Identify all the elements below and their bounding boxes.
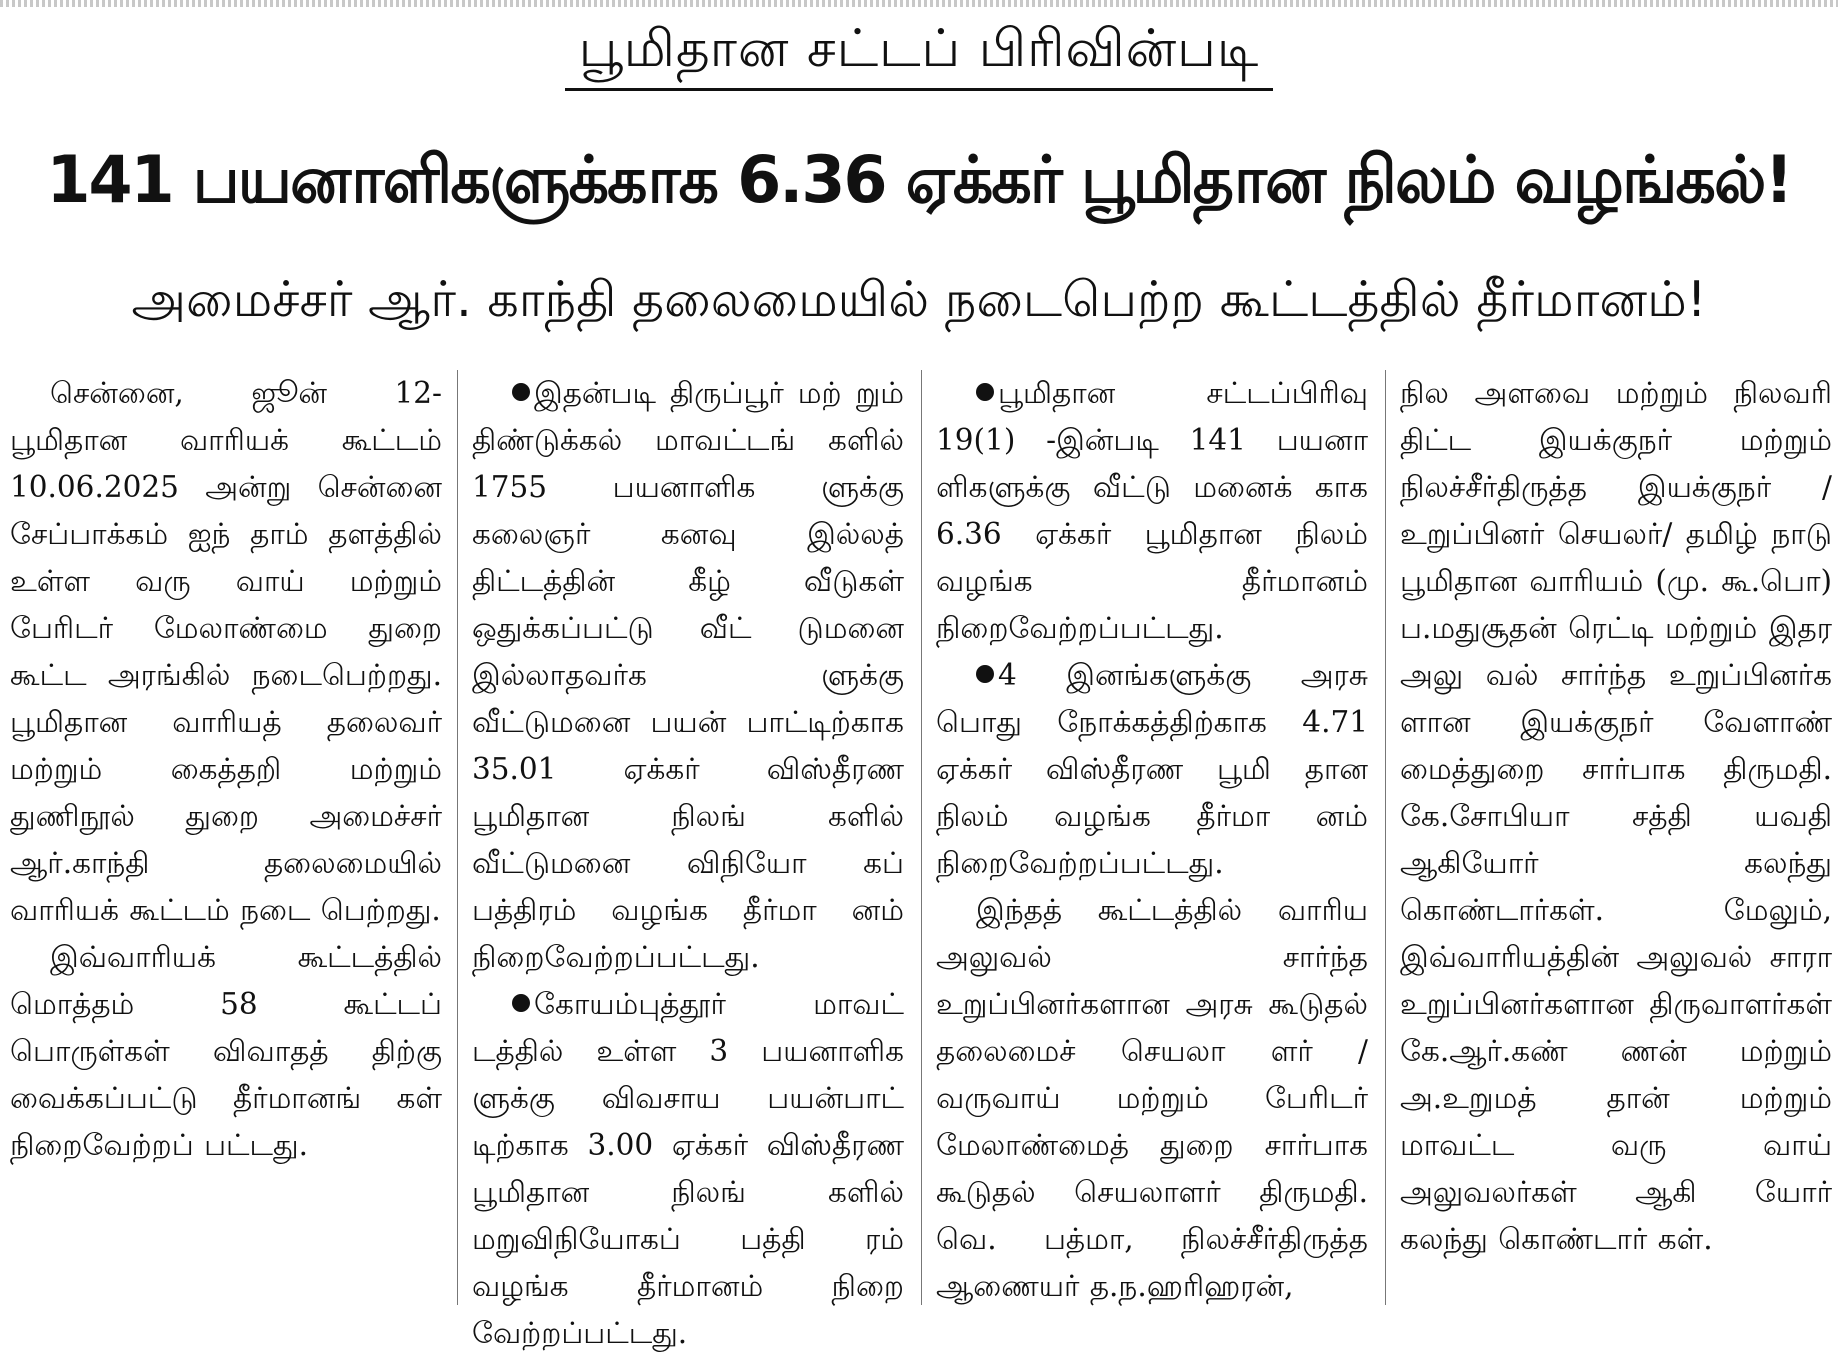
paragraph: இந்தத் கூட்டத்தில் வாரிய அலுவல் சார்ந்த உறுப்பினர்களான அரசு கூடுதல் தலைமைச் செயலா ளர் / வருவாய் மற்றும் பேரிடர் மேலாண்மைத் துறை சார்பாக கூடுதல் செயலாளர் திருமதி. வெ. பத்மா, நிலச்சீர்திருத்த ஆணையர் த.ந.ஹரிஹரன்,: [936, 893, 1368, 1303]
column-rule: [1385, 370, 1386, 1305]
column-1: [10, 370, 442, 1310]
column-2: [472, 370, 904, 1350]
paragraph: இவ்வாரியக் கூட்டத்தில் மொத்தம் 58 கூட்டப் பொருள்கள் விவாதத் திற்கு வைக்கப்பட்டு தீர்மானங் கள் நிறைவேற்றப் பட்டது.: [10, 940, 442, 1162]
bullet-icon: [976, 665, 994, 683]
headline: 141 பயனாளிகளுக்காக 6.36 ஏக்கர் பூமிதான நிலம் வழங்கல்!: [46, 142, 1792, 218]
column-rule: [457, 370, 458, 1305]
bullet-paragraph: [472, 370, 904, 981]
article-body: [10, 370, 1832, 1350]
paragraph-text: 4 இனங்களுக்கு அரசு பொது நோக்கத்திற்காக 4.71 ஏக்கர் விஸ்தீரண பூமி தான நிலம் வழங்க தீர்மா னம் நிறைவேற்றப்பட்டது.: [936, 658, 1368, 880]
bullet-icon: [976, 383, 994, 401]
bullet-icon: [512, 383, 530, 401]
bullet-paragraph: [936, 370, 1368, 652]
column-rule: [921, 370, 922, 1305]
bullet-icon: [512, 994, 530, 1012]
paragraph: நில அளவை மற்றும் நிலவரி திட்ட இயக்குநர் மற்றும் நிலச்சீர்திருத்த இயக்குநர் / உறுப்பினர் செயலர்/ தமிழ் நாடு பூமிதான வாரியம் (மு. கூ.பொ) ப.மதுசூதன் ரெட்டி மற்றும் இதர அலு வல் சார்ந்த உறுப்பினர்க ளான இயக்குநர் வேளாண் மைத்துறை சார்பாக திருமதி. கே.சோபியா சத்தி யவதி ஆகியோர் கலந்து கொண்டார்கள். மேலும், இவ்வாரியத்தின் அலுவல் சாரா உறுப்பினர்களான திருவாளர்கள் கே.ஆர்.கண் ணன் மற்றும் அ.உறுமத் தான் மற்றும் மாவட்ட வரு வாய் அலுவலர்கள் ஆகி யோர் கலந்து கொண்டார் கள்.: [1400, 376, 1832, 1256]
paragraph-text: இதன்படி திருப்பூர் மற் றும் திண்டுக்கல் மாவட்டங் களில் 1755 பயனாளிக ளுக்கு கலைஞர் கனவு இல்லத் திட்டத்தின் கீழ் வீடுகள் ஒதுக்கப்பட்டு வீட் டுமனை இல்லாதவர்க ளுக்கு வீட்டுமனை பயன் பாட்டிற்காக 35.01 ஏக்கர் விஸ்தீரண பூமிதான நிலங் களில் வீட்டுமனை விநியோ கப் பத்திரம் வழங்க தீர்மா னம் நிறைவேற்றப்பட்டது.: [472, 376, 904, 974]
column-3: [936, 370, 1368, 1310]
bullet-paragraph: [472, 981, 904, 1357]
subheadline: அமைச்சர் ஆர். காந்தி தலைமையில் நடைபெற்ற கூட்டத்தில் தீர்மானம்!: [131, 270, 1707, 328]
paragraph-text: பூமிதான சட்டப்பிரிவு 19(1) -இன்படி 141 பயனா ளிகளுக்கு வீட்டு மனைக் காக 6.36 ஏக்கர் பூமிதான நிலம் வழங்க தீர்மானம் நிறைவேற்றப்பட்டது.: [936, 376, 1368, 645]
torn-top-edge: [0, 0, 1838, 7]
paragraph-text: கோயம்புத்தூர் மாவட் டத்தில் உள்ள 3 பயனாளிக ளுக்கு விவசாய பயன்பாட் டிற்காக 3.00 ஏக்கர் விஸ்தீரண பூமிதான நிலங் களில் மறுவிநியோகப் பத்தி ரம் வழங்க தீர்மானம் நிறை வேற்றப்பட்டது.: [472, 987, 904, 1350]
kicker: பூமிதான சட்டப் பிரிவின்படி: [565, 14, 1273, 91]
column-4: [1400, 370, 1832, 1310]
kicker-container: [0, 14, 1838, 91]
paragraph: சென்னை, ஜூன் 12- பூமிதான வாரியக் கூட்டம் 10.06.2025 அன்று சென்னை சேப்பாக்கம் ஐந் தாம் தளத்தில் உள்ள வரு வாய் மற்றும் பேரிடர் மேலாண்மை துறை கூட்ட அரங்கில் நடைபெற்றது. பூமிதான வாரியத் தலைவர் மற்றும் கைத்தறி மற்றும் துணிநூல் துறை அமைச்சர் ஆர்.காந்தி தலைமையில் வாரியக் கூட்டம் நடை பெற்றது.: [10, 376, 442, 927]
bullet-paragraph: [936, 652, 1368, 887]
